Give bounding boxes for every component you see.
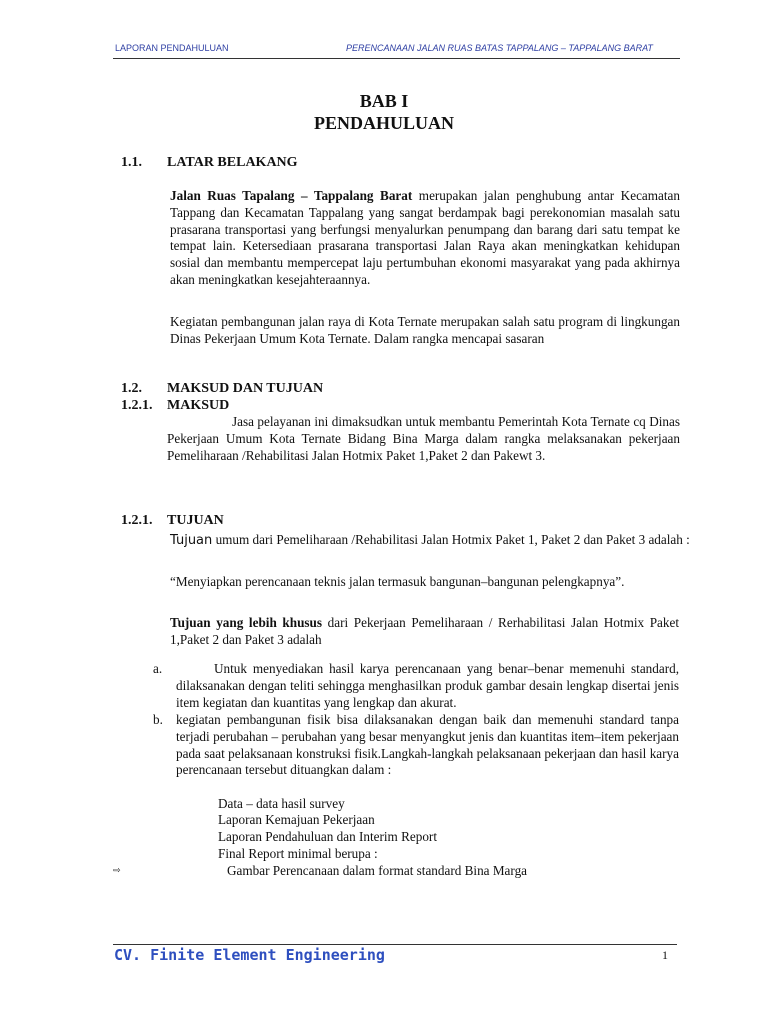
- paragraph-latar-1: [170, 188, 680, 289]
- sub-item-1: Data – data hasil survey: [218, 796, 345, 811]
- paragraph-tujuan-khusus-bold: Tujuan yang lebih khusus: [170, 615, 323, 630]
- paragraph-tujuan-khusus-text: dari Pekerjaan Pemeliharaan / Rerhabilitasi Jalan Hotmix Paket 1,Paket 2 dan Paket 3 adalah: [170, 615, 680, 647]
- header-left: LAPORAN PENDAHULUAN: [115, 43, 229, 53]
- paragraph-tujuan-1-lead: Tujuan: [170, 533, 213, 548]
- chapter-subtitle: PENDAHULUAN: [313, 113, 454, 133]
- list-marker-a: a.: [153, 661, 163, 676]
- paragraph-tujuan-1-text: umum dari Pemeliharaan /Rehabilitasi Jalan Hotmix Paket 1, Paket 2 dan Paket 3 adalah :: [212, 532, 690, 547]
- subsection-heading-maksud: MAKSUD: [167, 398, 230, 413]
- list-marker-b: b.: [153, 712, 163, 727]
- section-heading-1-2: MAKSUD DAN TUJUAN: [167, 381, 324, 396]
- paragraph-latar-2: Kegiatan pembangunan jalan raya di Kota Ternate merupakan salah satu program di lingkungan Dinas Pekerjaan Umum Kota Ternate. Dalam rangka mencapai sasaran: [170, 314, 680, 346]
- subsection-number-maksud: 1.2.1.: [121, 398, 153, 413]
- subsection-heading-tujuan: TUJUAN: [167, 513, 224, 528]
- footer-company: CV. Finite Element Engineering: [114, 946, 385, 964]
- chapter-title: BAB I: [359, 91, 409, 111]
- list-item-b: kegiatan pembangunan fisik bisa dilaksanakan dengan baik dan memenuhi standard tanpa terjadi perubahan – perubahan yang besar menyangkut jenis dan kuantitas item–item pekerjaan pada saat pelaksanaan konstruksi fisik.Langkah-langkah pelaksanaan pekerjaan dan hasil karya perencanaan tersebut dituangkan dalam :: [176, 712, 679, 778]
- sub-item-5: Gambar Perencanaan dalam format standard Bina Marga: [227, 863, 528, 878]
- header-rule: [113, 58, 680, 59]
- paragraph-tujuan-khusus: [170, 615, 679, 649]
- paragraph-tujuan-1: [170, 532, 693, 550]
- page-number: 1: [662, 948, 668, 962]
- section-number-1-2: 1.2.: [121, 381, 142, 396]
- sub-item-3: Laporan Pendahuluan dan Interim Report: [218, 829, 437, 844]
- paragraph-tujuan-quote: “Menyiapkan perencanaan teknis jalan termasuk bangunan–bangunan pelengkapnya”.: [170, 574, 625, 589]
- paragraph-latar-1-text: merupakan jalan penghubung antar Kecamatan Tappang dan Kecamatan Tappalang yang sangat berdampak bagi perekonomian masalah satu prasarana transportasi yang berfungsi menyalurkan penumpang dan barang dari satu tempat ke tempat lain. Ketersediaan prasarana transportasi Jalan Raya akan meningkatkan kehidupan sosial dan membantu mempercepat laju pertumbuhan ekonomi masyarakat yang pada akhirnya akan meningkatkan kesejahteraannya.: [170, 188, 680, 287]
- subsection-number-tujuan: 1.2.1.: [121, 513, 153, 528]
- arrow-icon: ⇨: [113, 866, 121, 876]
- section-number-1-1: 1.1.: [121, 155, 142, 170]
- header-right: PERENCANAAN JALAN RUAS BATAS TAPPALANG – TAPPALANG BARAT: [346, 43, 653, 53]
- list-item-a: Untuk menyediakan hasil karya perencanaan yang benar–benar memenuhi standard, dilaksanakan dengan teliti sehingga menghasilkan produk gambar desain lengkap disertai jenis item kegiatan dan kuantitas yang lengkap dan akurat.: [176, 661, 679, 710]
- paragraph-latar-1-bold: Jalan Ruas Tapalang – Tappalang Barat: [170, 188, 413, 203]
- sub-item-4: Final Report minimal berupa :: [218, 846, 378, 861]
- footer-rule: [113, 944, 677, 945]
- section-heading-1-1: LATAR BELAKANG: [167, 155, 298, 170]
- paragraph-maksud: Jasa pelayanan ini dimaksudkan untuk membantu Pemerintah Kota Ternate cq Dinas Pekerjaan Umum Kota Ternate Bidang Bina Marga dalam rangka melaksanakan pekerjaan Pemeliharaan /Rehabilitasi Jalan Hotmix Paket 1,Paket 2 dan Pakewt 3.: [167, 414, 680, 463]
- sub-item-2: Laporan Kemajuan Pekerjaan: [218, 812, 375, 827]
